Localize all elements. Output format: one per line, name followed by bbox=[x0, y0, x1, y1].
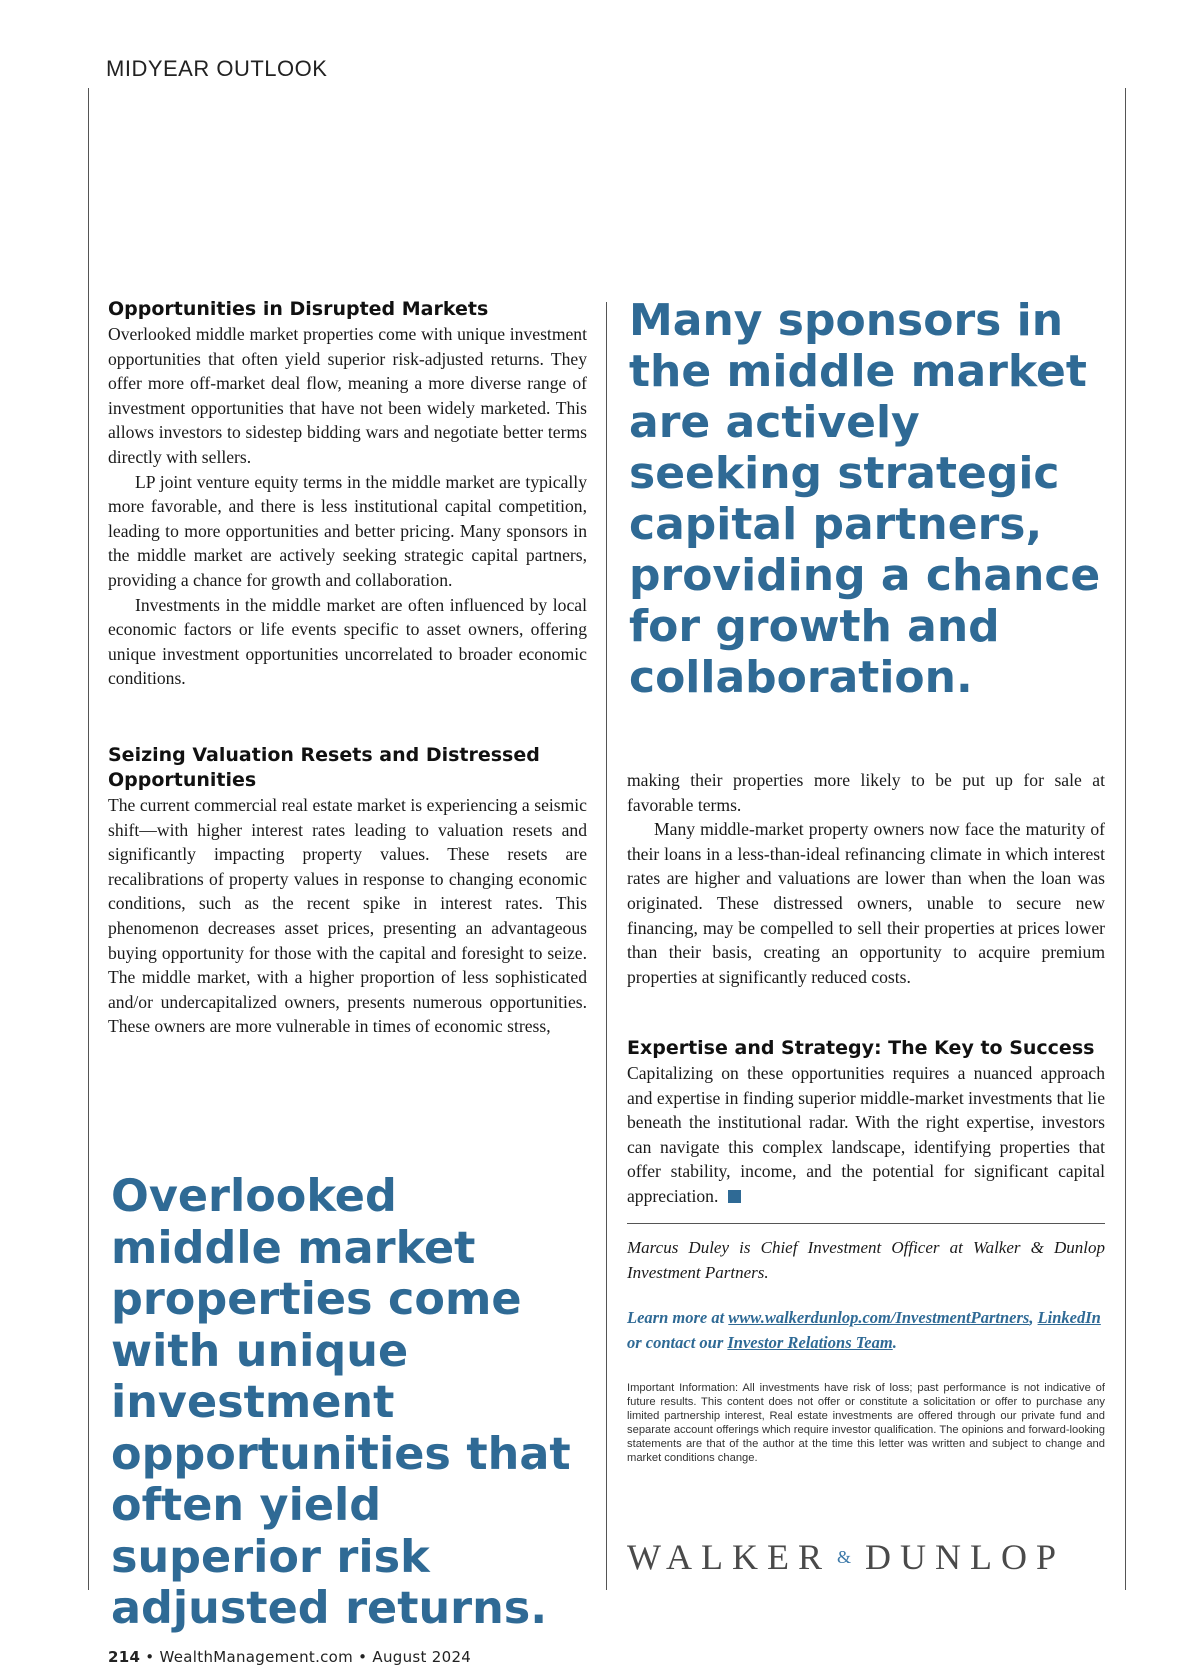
footer-bullet: • bbox=[358, 1648, 368, 1666]
section-expertise-strategy bbox=[627, 1036, 1105, 1209]
investor-relations-link[interactable]: Investor Relations Team bbox=[727, 1332, 893, 1352]
author-bio: Marcus Duley is Chief Investment Officer at Walker & Dunlop Investment Partners. bbox=[627, 1238, 1105, 1282]
paragraph: LP joint venture equity terms in the middle market are typically more favorable, and there is less institutional capital competition, leading to more opportunities and better pricing. Many sponsors in the middle market are actively seeking strategic capital partners, providing a chance for growth and collaboration. bbox=[108, 471, 587, 590]
right-rule bbox=[1125, 88, 1126, 1590]
paragraph: Many middle-market property owners now face the maturity of their loans in a less-than-ideal refinancing climate in which interest rates are higher and valuations are lower than when the loan was originated. These distressed owners, unable to secure new financing, may be compelled to sell their properties at prices lower than their basis, creating an opportunity to acquire premium properties at significantly reduced costs. bbox=[627, 819, 1105, 987]
paragraph: Investments in the middle market are often influenced by local economic factors or life events specific to asset owners, offering unique investment opportunities uncorrelated to broader economic conditions. bbox=[108, 594, 587, 689]
page-footer bbox=[108, 1648, 471, 1666]
paragraph: The current commercial real estate market is experiencing a seismic shift—with higher interest rates leading to valuation resets and significantly impacting property values. These resets are recalibrations of property values in response to changing economic conditions, such as the recent spike in interest rates. This phenomenon decreases asset prices, presenting an advantageous buying opportunity for those with the capital and foresight to seize. The middle market, with a higher proportion of less sophisticated and/or undercapitalized owners, presents numerous opportunities. These owners are more vulnerable in times of economic stress, bbox=[108, 795, 587, 1037]
learn-more-sep: , bbox=[1029, 1308, 1038, 1327]
footer-bullet: • bbox=[145, 1648, 155, 1666]
pull-quote-right: Many sponsors in the middle market are actively seeking strategic capital partners, providing a chance for growth and collaboration. bbox=[629, 295, 1101, 703]
section-disrupted-markets bbox=[108, 297, 587, 691]
paragraph-text: Capitalizing on these opportunities requires a nuanced approach and expertise in finding superior middle-market investments that lie beneath the institutional radar. With the right expertise, investors can navigate this complex landscape, identifying properties that offer stability, income, and the potential for significant capital appreciation. bbox=[627, 1063, 1105, 1206]
walker-dunlop-logo bbox=[627, 1536, 1065, 1578]
section-heading: Seizing Valuation Resets and Distressed Opportunities bbox=[108, 744, 540, 791]
center-rule bbox=[606, 302, 607, 1590]
disclaimer: Important Information: All investments have risk of loss; past performance is not indicative of future results. This content does not offer or constitute a solicitation or offer to purchase any limited partnership interest, Real estate investments are offered through our private fund and separate account offerings which require investor qualification. The opinions and forward-looking statements are that of the author at the time this letter was written and subject to change and market conditions change. bbox=[627, 1382, 1105, 1464]
learn-more-middle: or contact our bbox=[627, 1332, 728, 1352]
footer-site: WealthManagement.com bbox=[159, 1648, 354, 1666]
section-heading: Expertise and Strategy: The Key to Success bbox=[627, 1037, 1095, 1059]
logo-word-left: WALKER bbox=[627, 1537, 831, 1577]
linkedin-link[interactable]: LinkedIn bbox=[1037, 1308, 1101, 1327]
left-rule bbox=[88, 88, 89, 1590]
section-heading: Opportunities in Disrupted Markets bbox=[108, 298, 489, 320]
paragraph: Overlooked middle market properties come with unique investment opportunities that often yield superior risk-adjusted returns. They offer more off-market deal flow, meaning a more diverse range of investment opportunities that have not been widely marketed. This allows investors to sidestep bidding wars and negotiate better terms directly with sellers. bbox=[108, 324, 587, 467]
learn-more bbox=[627, 1306, 1105, 1355]
paragraph bbox=[627, 1061, 1105, 1209]
end-mark-icon bbox=[728, 1190, 741, 1203]
learn-more-suffix: . bbox=[892, 1332, 897, 1352]
page-number: 214 bbox=[108, 1648, 141, 1666]
section-valuation-resets bbox=[108, 743, 587, 1039]
website-link[interactable]: www.walkerdunlop.com/InvestmentPartners bbox=[728, 1308, 1030, 1327]
footer-date: August 2024 bbox=[372, 1648, 472, 1666]
bio-divider bbox=[627, 1223, 1105, 1224]
pull-quote-left: Overlooked middle market properties come with unique investment opportunities that often yield superior risk adjusted returns. bbox=[111, 1171, 571, 1634]
running-head: MIDYEAR OUTLOOK bbox=[106, 56, 328, 81]
logo-word-right: DUNLOP bbox=[865, 1537, 1066, 1577]
section-valuation-resets-continued bbox=[627, 768, 1105, 989]
paragraph: making their properties more likely to be put up for sale at favorable terms. bbox=[627, 770, 1105, 815]
logo-ampersand: & bbox=[836, 1547, 851, 1567]
learn-more-prefix: Learn more at bbox=[627, 1308, 729, 1327]
